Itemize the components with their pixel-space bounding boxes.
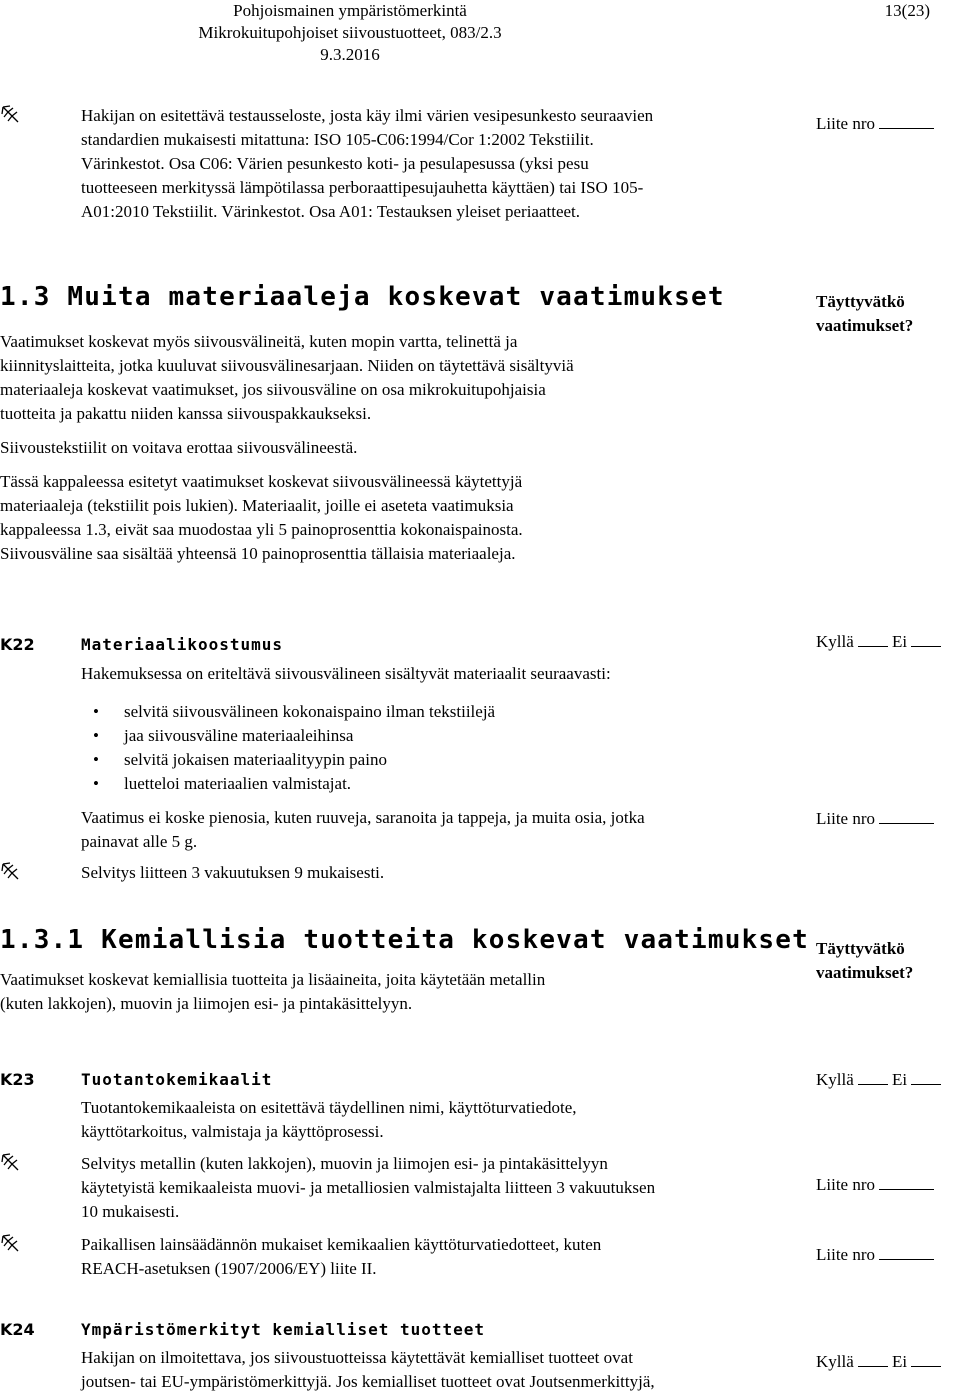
yes-no-field[interactable]: Kyllä Ei xyxy=(816,1350,941,1374)
yes-blank[interactable] xyxy=(858,1365,888,1367)
section-paragraph: Vaatimukset koskevat myös siivousvälineitä, kuten mopin vartta, telinettä ja kiinnityslaitteita, jotka kuuluvat siivousvälinesarjaan. Niiden on täytettävä sisältyviä materiaaleja koskevat vaatimukset, jos siivousväline on osa mikrokuitupohjaisia tuotteita ja pakattu niiden kanssa siivouspakkaukseksi. Siivoustekstiilit on voitava erottaa siivousvälineestä. Tässä kappaleessa esitetyt vaatimukset koskevat siivousvälineessä käytettyjä materiaaleja (tekstiilit pois lukien). Materiaalit, joille ei aseteta vaatimuksia kappaleessa 1.3, eivät saa muodostaa yli 5 painoprosenttia kokonaispainosta. Siivousväline saa sisältää yhteensä 10 painoprosenttia tällaisia materiaaleja. xyxy=(0,332,574,563)
liite-field[interactable]: Liite nro xyxy=(816,112,934,136)
header-date: 9.3.2016 xyxy=(320,45,380,64)
yes-no-field[interactable]: Kyllä Ei xyxy=(816,1068,941,1092)
header-subtitle: Mikrokuitupohjoiset siivoustuotteet, 083/2.3 xyxy=(198,23,502,42)
liite-blank[interactable] xyxy=(879,1258,934,1260)
evidence-icon xyxy=(0,1152,22,1174)
requirement-title: Tuotantokemikaalit xyxy=(81,1070,273,1089)
evidence-icon xyxy=(0,1233,22,1255)
page-number: 13(23) xyxy=(884,1,930,20)
document-header xyxy=(0,0,700,66)
evidence-icon xyxy=(0,104,22,126)
no-blank[interactable] xyxy=(911,1083,941,1085)
requirement-title: Materiaalikoostumus xyxy=(81,635,284,654)
evidence-text: Selvitys metallin (kuten lakkojen), muovin ja liimojen esi- ja pintakäsittelyyn käytetyistä kemikaaleista muovi- ja metalliosien valmistajalta liitteen 3 vakuutuksen 10 mukaisesti. xyxy=(81,1154,656,1221)
list-item: • jaa siivousväline materiaaleihinsa xyxy=(81,724,786,748)
no-blank[interactable] xyxy=(911,645,941,647)
no-blank[interactable] xyxy=(911,1365,941,1367)
requirement-code: K23 xyxy=(0,1070,35,1089)
yes-blank[interactable] xyxy=(858,645,888,647)
requirement-text: Tuotantokemikaaleista on esitettävä täydellinen nimi, käyttöturvatiedote, käyttötarkoitus, valmistaja ja käyttöprosessi. xyxy=(81,1098,577,1141)
liite-blank[interactable] xyxy=(879,127,934,129)
evidence-text: Paikallisen lainsäädännön mukaiset kemikaalien käyttöturvatiedotteet, kuten REACH-asetuksen (1907/2006/EY) liite II. xyxy=(81,1235,602,1278)
liite-field[interactable]: Liite nro xyxy=(816,807,934,831)
liite-field[interactable]: Liite nro xyxy=(816,1173,934,1197)
requirement-title: Ympäristömerkityt kemialliset tuotteet xyxy=(81,1320,486,1339)
liite-field[interactable]: Liite nro xyxy=(816,1243,934,1267)
evidence-text: Hakijan on esitettävä testausseloste, josta käy ilmi värien vesipesunkesto seuraavien standardien mukaisesti mitattuna: ISO 105-C06:1994/Cor 1:2002 Tekstiilit. Värinkestot. Osa C06: Värien pesunkesto koti- ja pesulapesussa (yksi pesu tuotteeseen merkityssä lämpötilassa perboraattipesujauhetta käyttäen) tai ISO 105- A01:2010 Tekstiilit. Värinkestot. Osa A01: Testauksen yleiset periaatteet. xyxy=(81,106,654,221)
list-item: • selvitä jokaisen materiaalityypin paino xyxy=(81,748,786,772)
requirement-code: K24 xyxy=(0,1320,35,1339)
requirement-text: Hakemuksessa on eriteltävä siivousvälineen sisältyvät materiaalit seuraavasti: • selvitä siivousvälineen kokonaispaino ilman tekstiilejä • jaa siivousväline materiaaleihinsa • selvitä jokaisen materiaalityypin paino • luetteloi materiaalien valmistajat. Vaatimus ei koske pienosia, kuten ruuveja, saranoita ja tappeja, ja muita osia, jotka painavat alle 5 g. xyxy=(81,662,786,854)
section-paragraph: Vaatimukset koskevat kemiallisia tuotteita ja lisäaineita, joita käytetään metallin (kuten lakkojen), muovin ja liimojen esi- ja pintakäsittelyyn. xyxy=(0,970,546,1013)
list-item: • luetteloi materiaalien valmistajat. xyxy=(81,772,786,796)
section-heading: 1.3 Muita materiaaleja koskevat vaatimukset xyxy=(0,282,725,312)
section-heading: 1.3.1 Kemiallisia tuotteita koskevat vaatimukset xyxy=(0,925,809,955)
requirement-text: Hakijan on ilmoitettava, jos siivoustuotteissa käytettävät kemialliset tuotteet ovat joutsen- tai EU-ympäristömerkittyjä. Jos kemialliset tuotteet ovat Joutsenmerkittyjä, xyxy=(81,1348,655,1391)
liite-blank[interactable] xyxy=(879,1188,934,1190)
compliance-question: Täyttyvätkö vaatimukset? xyxy=(816,939,914,982)
yes-blank[interactable] xyxy=(858,1083,888,1085)
list-item: • selvitä siivousvälineen kokonaispaino ilman tekstiilejä xyxy=(81,700,786,724)
yes-no-field[interactable]: Kyllä Ei xyxy=(816,630,941,654)
liite-blank[interactable] xyxy=(879,822,934,824)
evidence-text: Selvitys liitteen 3 vakuutuksen 9 mukaisesti. xyxy=(81,863,385,882)
evidence-icon xyxy=(0,861,22,883)
requirement-list xyxy=(81,700,786,796)
requirement-code: K22 xyxy=(0,635,35,654)
header-title: Pohjoismainen ympäristömerkintä xyxy=(233,1,467,20)
compliance-question: Täyttyvätkö vaatimukset? xyxy=(816,292,914,335)
